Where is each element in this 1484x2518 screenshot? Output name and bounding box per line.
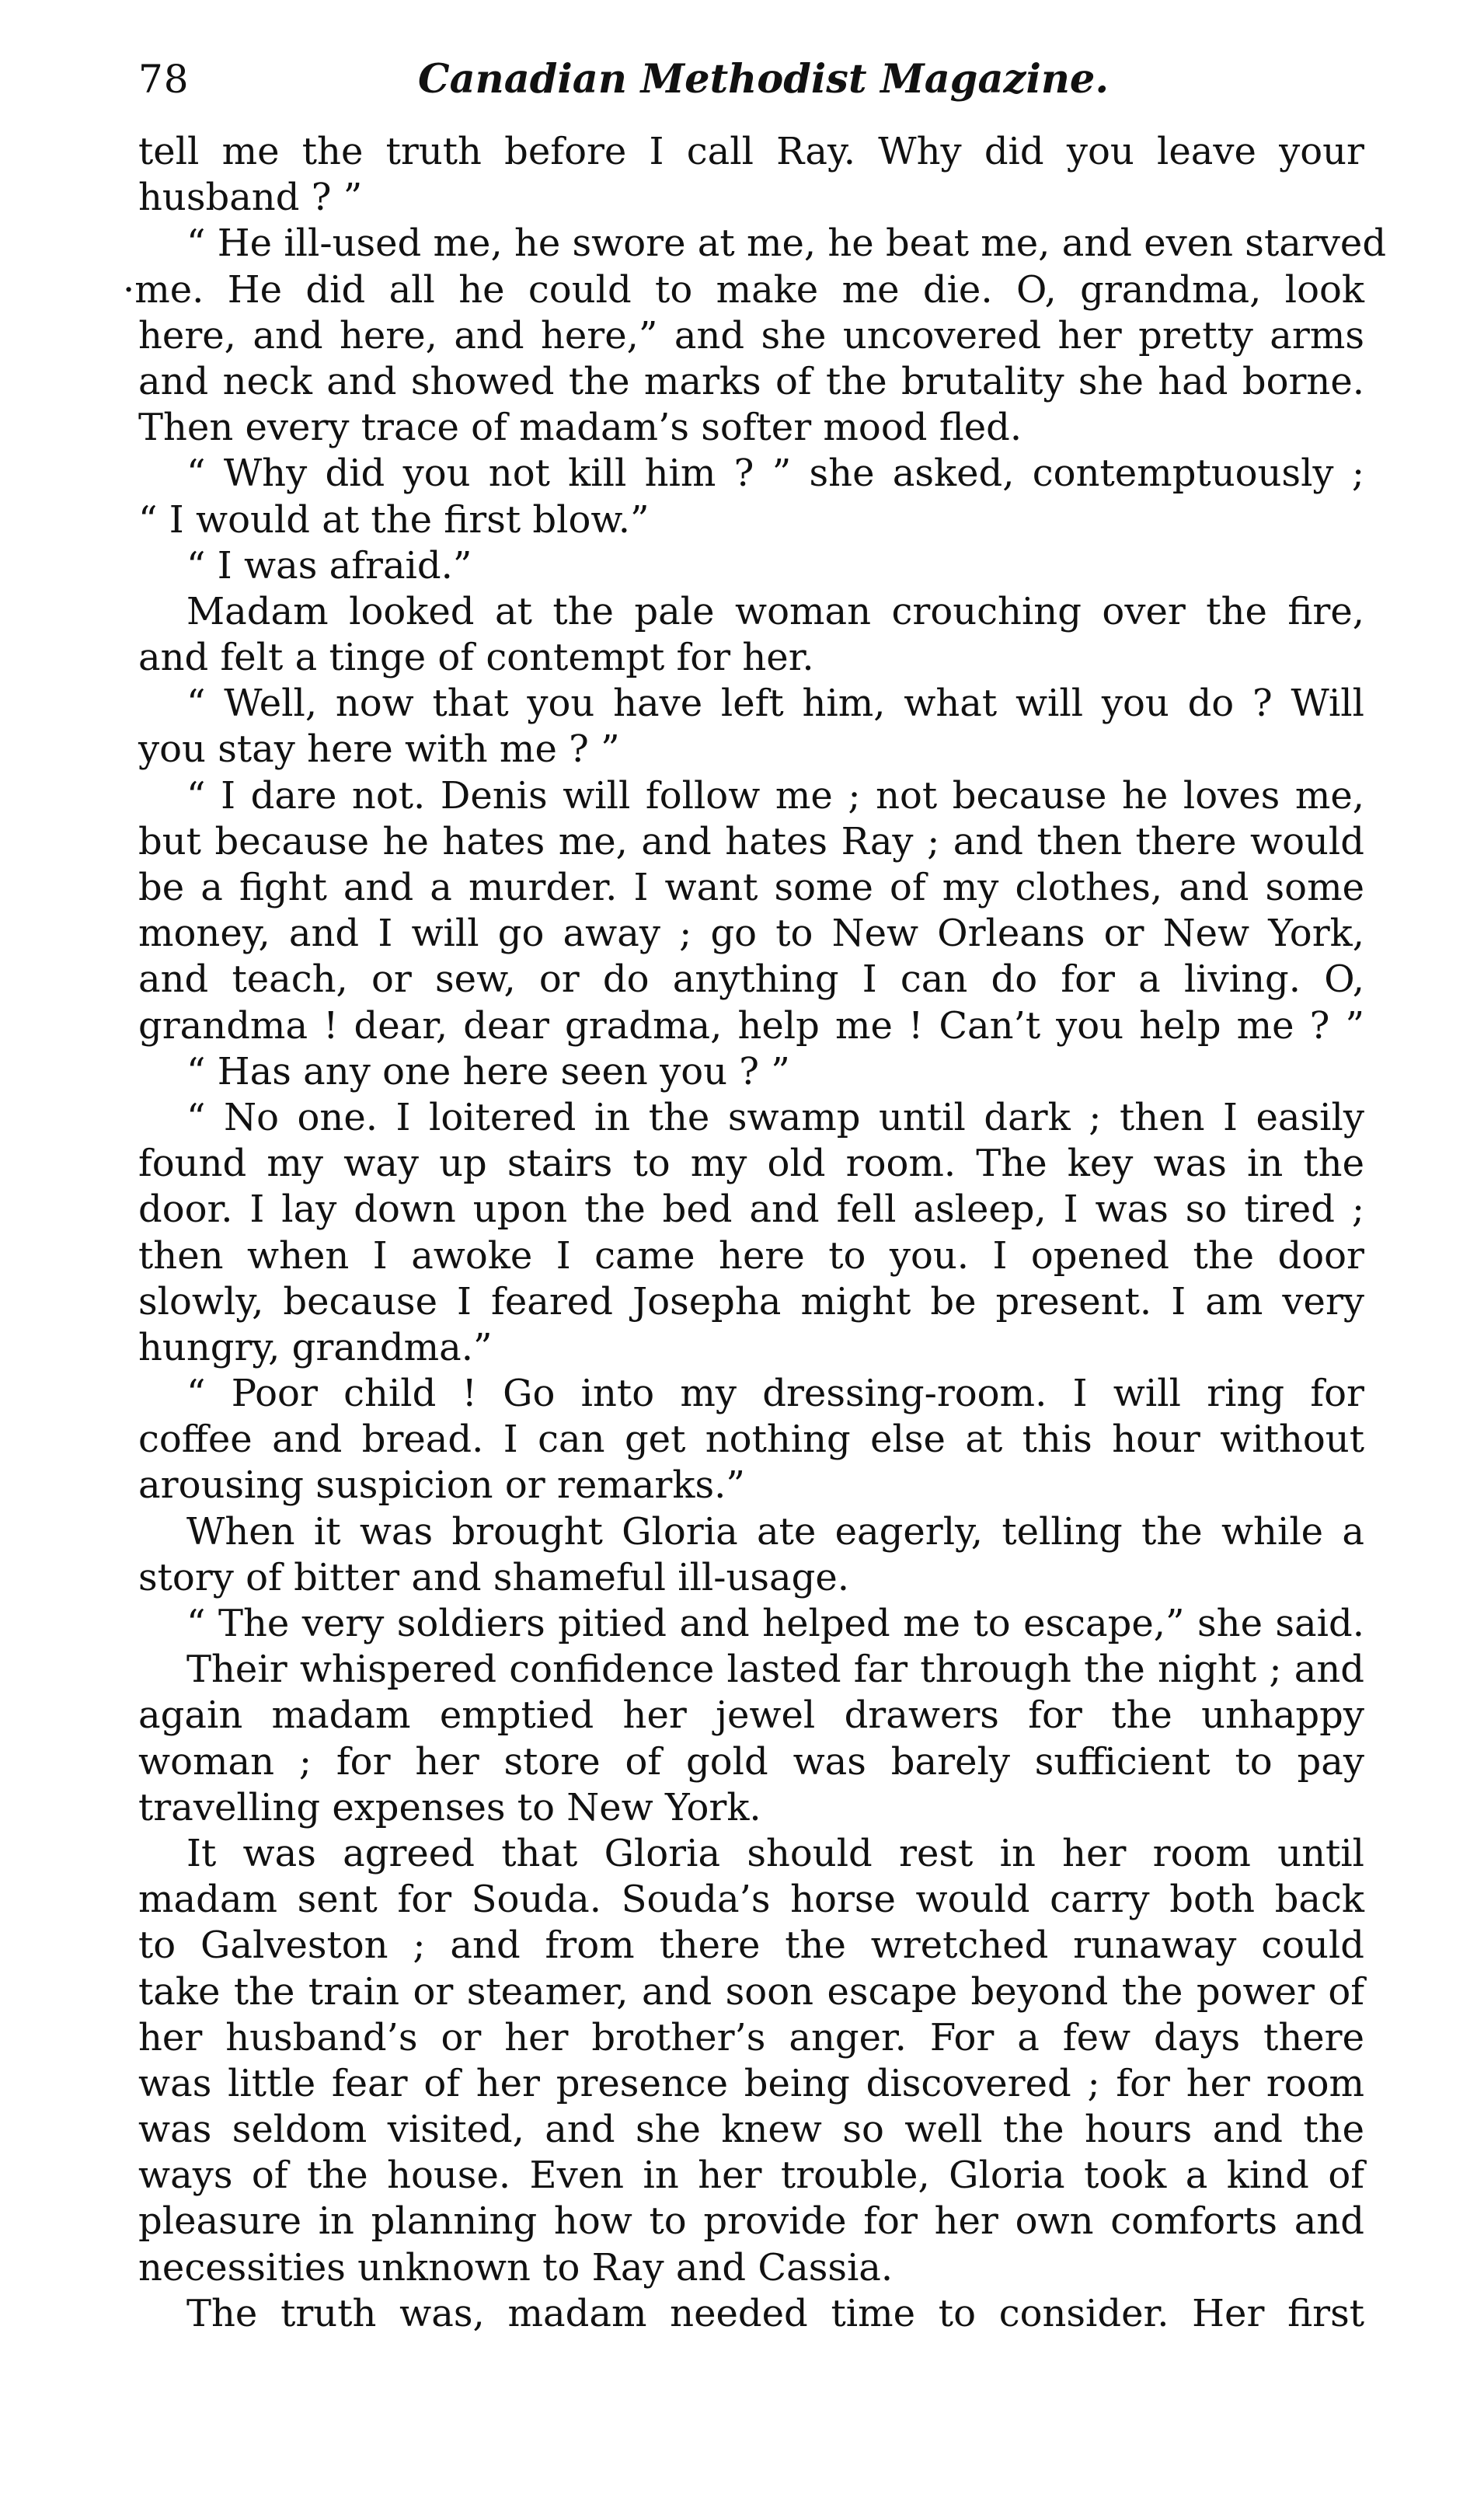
- text-line: “ Well, now that you have left him, what will you do ? Will: [186, 682, 1364, 726]
- text-line: hungry, grandma.”: [138, 1325, 493, 1369]
- text-line: take the train or steamer, and soon escape beyond the power of: [138, 1969, 1364, 2014]
- text-line: and teach, or sew, or do anything I can do for a living. O,: [138, 957, 1364, 1002]
- text-line: but because he hates me, and hates Ray ; and then there would: [138, 819, 1364, 863]
- text-line: “ The very soldiers pitied and helped me to escape,” she said.: [186, 1602, 1364, 1645]
- text-line: found my way up stairs to my old room. The key was in the: [138, 1142, 1364, 1186]
- text-line: “ No one. I loitered in the swamp until dark ; then I easily: [186, 1095, 1364, 1139]
- text-line: and neck and showed the marks of the brutality she had borne.: [138, 359, 1364, 403]
- text-line: Then every trace of madam’s softer mood fled.: [138, 406, 1022, 450]
- text-line: husband ? ”: [138, 176, 363, 220]
- text-line: her husband’s or her brother’s anger. For a few days there: [138, 2015, 1364, 2059]
- text-line: necessities unknown to Ray and Cassia.: [138, 2245, 894, 2290]
- text-line: Madam looked at the pale woman crouching over the fire,: [186, 589, 1364, 633]
- text-line: “ I was afraid.”: [186, 543, 472, 588]
- text-line: you stay here with me ? ”: [138, 727, 620, 772]
- text-line: madam sent for Souda. Souda’s horse would carry both back: [138, 1878, 1364, 1922]
- text-line: story of bitter and shameful ill-usage.: [138, 1555, 850, 1599]
- text-line: slowly, because I feared Josepha might be present. I am very: [138, 1279, 1364, 1324]
- text-line: arousing suspicion or remarks.”: [138, 1463, 745, 1508]
- text-line: coffee and bread. I can get nothing else at this hour without: [138, 1418, 1364, 1462]
- text-line: was seldom visited, and she knew so well the hours and the: [138, 2108, 1364, 2152]
- text-line: travelling expenses to New York.: [138, 1785, 761, 1829]
- text-line: pleasure in planning how to provide for her own comforts and: [138, 2199, 1364, 2244]
- text-line: “ Poor child ! Go into my dressing-room. I will ring for: [186, 1372, 1364, 1416]
- text-line: It was agreed that Gloria should rest in her room until: [186, 1831, 1364, 1875]
- text-line: ways of the house. Even in her trouble, Gloria took a kind of: [138, 2154, 1364, 2198]
- text-line: again madam emptied her jewel drawers for the unhappy: [138, 1693, 1364, 1738]
- text-line: “ He ill-used me, he swore at me, he beat me, and even starved: [186, 221, 1387, 266]
- running-title: Canadian Methodist Magazine.: [418, 56, 1110, 103]
- text-line: here, and here, and here,” and she uncovered her pretty arms: [138, 313, 1364, 357]
- text-line: was little fear of her presence being discovered ; for her room: [138, 2061, 1364, 2105]
- text-line: and felt a tinge of contempt for her.: [138, 636, 814, 680]
- text-line: “ I dare not. Denis will follow me ; not because he loves me,: [186, 773, 1364, 818]
- page-number: 78: [138, 57, 190, 102]
- text-line: be a fight and a murder. I want some of my clothes, and some: [138, 866, 1364, 909]
- text-line: “ I would at the first blow.”: [138, 497, 650, 542]
- text-line: “ Has any one here seen you ? ”: [186, 1049, 790, 1093]
- text-line: The truth was, madam needed time to consider. Her first: [186, 2291, 1364, 2335]
- text-line: “ Why did you not kill him ? ” she asked, contemptuously ;: [186, 452, 1364, 496]
- text-line: When it was brought Gloria ate eagerly, telling the while a: [186, 1509, 1364, 1554]
- text-line: grandma ! dear, dear gradma, help me ! Can’t you help me ? ”: [138, 1003, 1364, 1048]
- page-header: [138, 48, 1358, 110]
- text-line: money, and I will go away ; go to New Orleans or New York,: [138, 912, 1364, 956]
- text-line: to Galveston ; and from there the wretched runaway could: [138, 1923, 1364, 1968]
- text-line: door. I lay down upon the bed and fell asleep, I was so tired ;: [138, 1188, 1364, 1232]
- text-line: tell me the truth before I call Ray. Why did you leave your: [138, 130, 1364, 173]
- text-line: Their whispered confidence lasted far through the night ; and: [186, 1648, 1364, 1692]
- text-line: then when I awoke I came here to you. I opened the door: [138, 1233, 1364, 1278]
- text-line: ·me. He did all he could to make me die. O, grandma, look: [123, 267, 1364, 312]
- page-body-text: [123, 129, 1387, 2337]
- text-line: woman ; for her store of gold was barely sufficient to pay: [138, 1739, 1364, 1784]
